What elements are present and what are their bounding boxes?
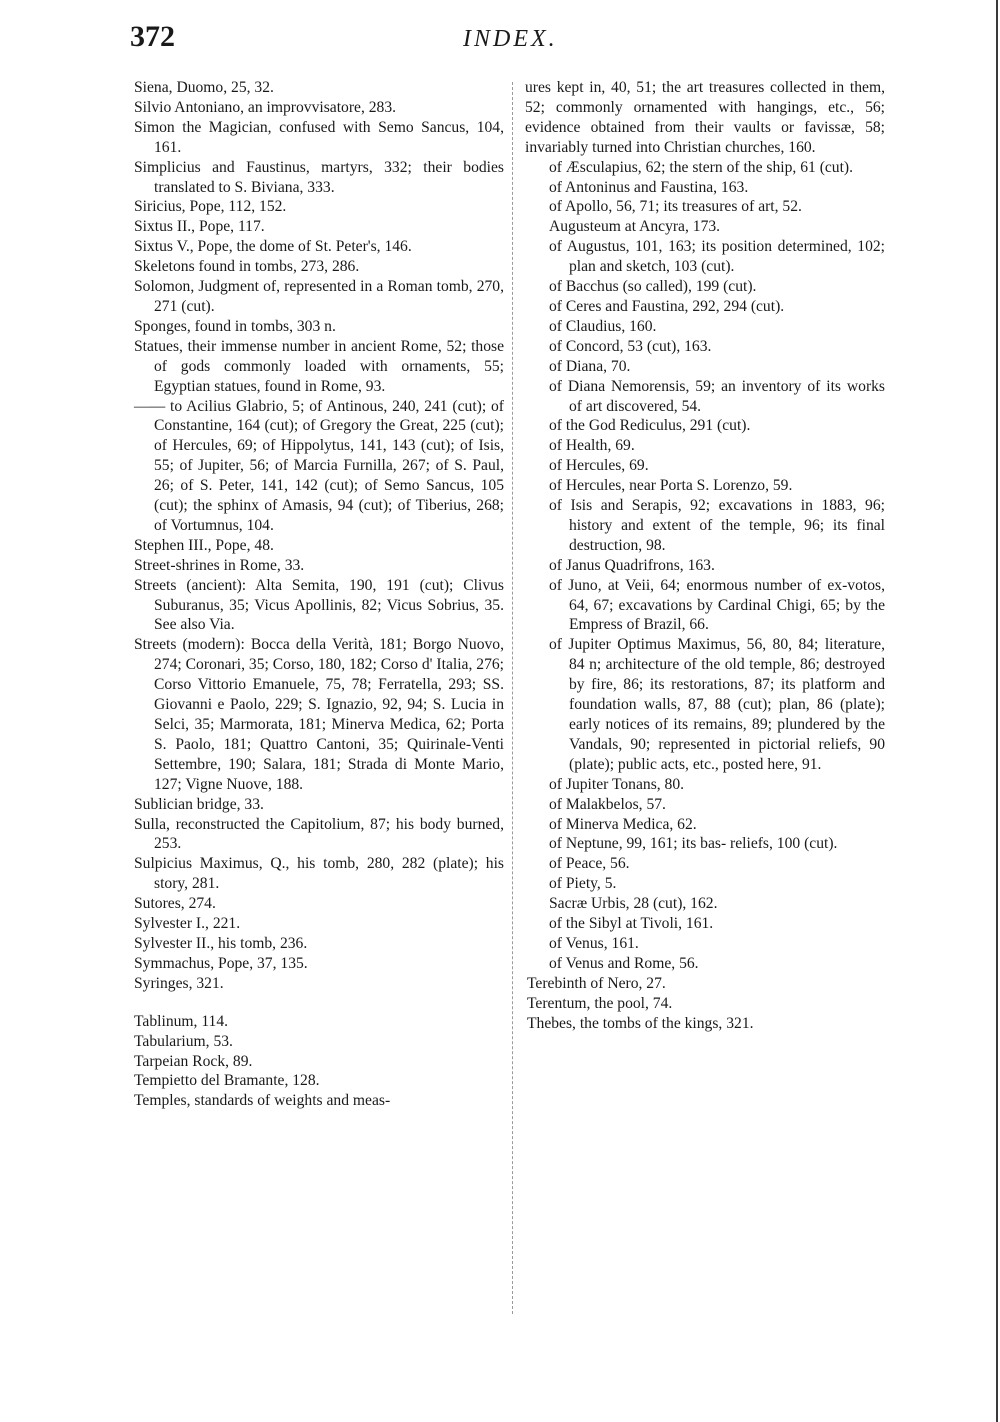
index-subentry: Augusteum at Ancyra, 173. — [549, 218, 721, 236]
index-entry: Sixtus V., Pope, the dome of St. Peter's, 146. — [134, 238, 412, 256]
index-column-right — [525, 78, 885, 1034]
index-entry: Silvio Antoniano, an improvvisatore, 283. — [134, 98, 397, 116]
index-entry: Symmachus, Pope, 37, 135. — [134, 954, 308, 972]
index-entry: Sulpicius Maximus, Q., his tomb, 280, 282 (plate); his story, 281. — [134, 855, 504, 893]
index-entry: Temples, standards of weights and meas- — [134, 1092, 391, 1110]
index-subentry: of Augustus, 101, 163; its position determined, 102; plan and sketch, 103 (cut). — [549, 238, 885, 276]
index-subentry: of Jupiter Optimus Maximus, 56, 80, 84; literature, 84 n; architecture of the old temple, 86; destroyed by fire, 86; its restorations, 87; its platform and foundation walls, 87, 88 (cut); plan, 86 (plate); early notices of its remains, 89; plundered by the Vandals, 90; represented in pictorial reliefs, 90 (plate); public acts, etc., posted here, 91. — [549, 636, 885, 773]
index-entry: Siena, Duomo, 25, 32. — [134, 79, 274, 96]
index-entry: Terebinth of Nero, 27. — [527, 974, 666, 992]
column-divider — [512, 82, 513, 1314]
index-entry: Sutores, 274. — [134, 895, 216, 913]
index-entry: Streets (modern): Bocca della Verità, 181; Borgo Nuovo, 274; Coronari, 35; Corso, 180, 182; Corso d' Italia, 276; Corso Vittorio Emanuele, 75, 78; Ferratella, 293; SS. Giovanni e Paolo, 229; S. Ignazio, 92, 94; S. Lucia in Selci, 35; Marmorata, 181; Minerva Medica, 62; Porta S. Paolo, 181; Quattro Cantoni, 35; Quirinale-Venti Settembre, 190; Salara, 181; Strada di Monte Mario, 127; Vigne Nuove, 188. — [134, 636, 504, 793]
index-entry: ures kept in, 40, 51; the art treasures collected in them, 52; commonly ornamented with hangings, etc., 56; evidence obtained from their vaults or favissæ, 58; invariably turned into Christian churches, 160. — [525, 79, 885, 156]
index-entry: Streets (ancient): Alta Semita, 190, 191 (cut); Clivus Suburanus, 35; Vicus Apollinis, 82; Vicus Sobrius, 35. See also Via. — [134, 576, 504, 634]
index-subentry: of Health, 69. — [549, 437, 635, 455]
index-subentry: of Ceres and Faustina, 292, 294 (cut). — [549, 297, 785, 315]
index-entry: Thebes, the tombs of the kings, 321. — [527, 1014, 754, 1032]
index-entry: Sponges, found in tombs, 303 n. — [134, 317, 336, 335]
index-entry: Tablinum, 114. — [134, 1012, 229, 1030]
index-entry: Sylvester I., 221. — [134, 915, 241, 933]
index-subentry: of Hercules, 69. — [549, 457, 649, 475]
index-entry: Simplicius and Faustinus, martyrs, 332; their bodies translated to S. Biviana, 333. — [134, 158, 504, 196]
index-entry: Sulla, reconstructed the Capitolium, 87; his body burned, 253. — [134, 815, 504, 853]
index-subentry: of Piety, 5. — [549, 875, 617, 893]
index-subentry: of Æsculapius, 62; the stern of the ship, 61 (cut). — [549, 158, 854, 176]
index-entry: —— to Acilius Glabrio, 5; of Antinous, 240, 241 (cut); of Constantine, 164 (cut); of Gregory the Great, 225 (cut); of Hercules, 69; of Hippolytus, 141, 143 (cut); of Isis, 55; of Jupiter, 56; of Marcia Furnilla, 267; of S. Paul, 26; of S. Peter, 141, 142 (cut); of Semo Sancus, 105 (cut); the sphinx of Amasis, 94 (cut); of Tiberius, 268; of Vortumnus, 104. — [134, 397, 504, 534]
index-subentry: of Claudius, 160. — [549, 317, 657, 335]
scan-edge — [996, 0, 998, 1422]
index-entry: Terentum, the pool, 74. — [527, 994, 673, 1012]
index-subentry: of Venus, 161. — [549, 934, 639, 952]
index-entry: Simon the Magician, confused with Semo Sancus, 104, 161. — [134, 118, 504, 156]
index-entry: Tempietto del Bramante, 128. — [134, 1072, 320, 1090]
running-head: INDEX. — [463, 26, 558, 52]
index-entry: Skeletons found in tombs, 273, 286. — [134, 258, 360, 276]
index-entry: Stephen III., Pope, 48. — [134, 536, 274, 554]
index-subentry: of Venus and Rome, 56. — [549, 954, 699, 972]
index-subentry: of Juno, at Veii, 64; enormous number of ex-votos, 64, 67; excavations by Cardinal Chigi, 65; by the Empress of Brazil, 66. — [549, 576, 885, 634]
page-number: 372 — [130, 20, 175, 53]
index-subentry: of Hercules, near Porta S. Lorenzo, 59. — [549, 477, 793, 495]
index-column-left — [132, 78, 504, 1111]
index-subentry: of Isis and Serapis, 92; excavations in 1883, 96; history and extent of the temple, 96; its final destruction, 98. — [549, 497, 885, 554]
index-subentry: Sacræ Urbis, 28 (cut), 162. — [549, 895, 718, 913]
index-entry: Siricius, Pope, 112, 152. — [134, 198, 287, 216]
index-entry: Statues, their immense number in ancient Rome, 52; those of gods commonly loaded with ornaments, 55; Egyptian statues, found in Rome, 93. — [134, 337, 504, 395]
index-subentry: of Janus Quadrifrons, 163. — [549, 556, 715, 574]
index-entry: Sylvester II., his tomb, 236. — [134, 934, 308, 952]
index-subentry: of Peace, 56. — [549, 855, 630, 873]
index-subentry: of Concord, 53 (cut), 163. — [549, 337, 712, 355]
index-entry: Sublician bridge, 33. — [134, 795, 264, 813]
index-subentry: of Diana Nemorensis, 59; an inventory of its works of art discovered, 54. — [549, 377, 885, 415]
index-entry: Solomon, Judgment of, represented in a Roman tomb, 270, 271 (cut). — [134, 278, 504, 315]
index-subentry: of Bacchus (so called), 199 (cut). — [549, 278, 757, 296]
index-subentry: of Antoninus and Faustina, 163. — [549, 178, 749, 196]
index-subentry: of Diana, 70. — [549, 357, 631, 375]
index-entry: Tabularium, 53. — [134, 1032, 233, 1050]
index-subentry: of the Sibyl at Tivoli, 161. — [549, 915, 714, 933]
index-subentry: of Malakbelos, 57. — [549, 795, 666, 813]
index-subentry: of Apollo, 56, 71; its treasures of art, 52. — [549, 198, 802, 216]
index-entry: Tarpeian Rock, 89. — [134, 1052, 253, 1070]
index-subentry: of Jupiter Tonans, 80. — [549, 775, 685, 793]
index-entry: Street-shrines in Rome, 33. — [134, 556, 305, 574]
index-subentry: of Minerva Medica, 62. — [549, 815, 697, 833]
index-subentry: of Neptune, 99, 161; its bas- reliefs, 100 (cut). — [549, 835, 838, 853]
index-subentry: of the God Rediculus, 291 (cut). — [549, 417, 751, 435]
index-entry: Sixtus II., Pope, 117. — [134, 218, 265, 236]
index-entry: Syringes, 321. — [134, 974, 224, 992]
